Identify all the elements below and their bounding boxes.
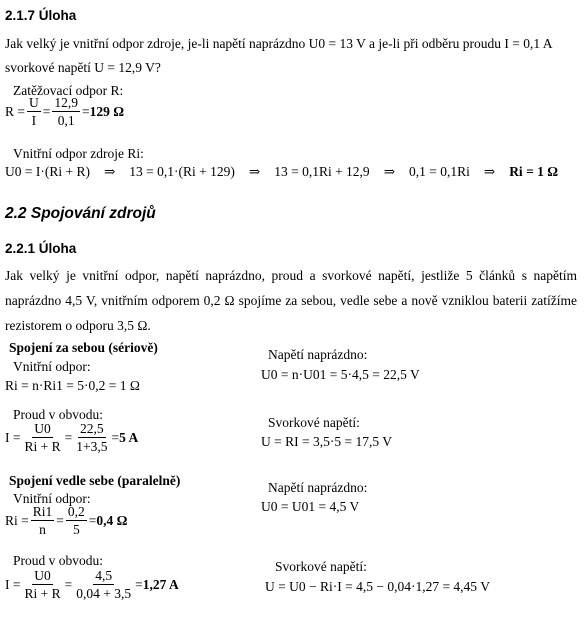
- problem-text-line-2: svorkové napětí U = 12,9 V?: [5, 60, 161, 75]
- eq-lhs: I =: [5, 577, 21, 593]
- series-u0-equation: U0 = n·U01 = 5·4,5 = 22,5 V: [261, 367, 420, 382]
- frac-numerator: 0,2: [66, 505, 87, 521]
- parallel-title: Spojení vedle sebe (paralelně): [9, 473, 181, 488]
- parallel-u0-equation: U0 = U01 = 4,5 V: [261, 499, 360, 514]
- eq-result: 5 A: [119, 430, 139, 446]
- frac-denominator: 0,04 + 3,5: [76, 586, 132, 602]
- heading-2-2: 2.2 Spojování zdrojů: [5, 205, 156, 222]
- eq-result: 0,4 Ω: [96, 513, 128, 529]
- parallel-u-label: Svorkové napětí:: [275, 559, 367, 574]
- series-current-equation: I = $\frac{U0}{Ri + R}$ = $\frac{22,5}{1+3,5}$ = 5 A: [5, 421, 139, 455]
- frac-denominator: 5: [72, 522, 80, 538]
- frac-numerator: 12,9: [52, 96, 80, 112]
- frac-numerator: 22,5: [78, 422, 106, 438]
- eq-result: 1,27 A: [142, 577, 179, 593]
- series-current-label: Proud v obvodu:: [13, 407, 104, 422]
- series-u0-label: Napětí naprázdno:: [268, 347, 368, 362]
- series-ri-label: Vnitřní odpor:: [13, 359, 91, 374]
- implies-arrow: ⇒: [248, 164, 261, 179]
- eq-step-1: U0 = I·(Ri + R): [5, 164, 90, 179]
- equation-load-resistance: R = $\frac{U}{I}$ = $\frac{12,9}{0,1}$ = 129 Ω: [5, 95, 125, 129]
- parallel-current-label: Proud v obvodu:: [13, 553, 104, 568]
- frac-denominator: n: [39, 522, 46, 538]
- equation-chain: [5, 165, 558, 179]
- series-title: Spojení za sebou (sériově): [9, 340, 158, 355]
- implies-arrow: ⇒: [383, 164, 395, 179]
- frac-numerator: Ri1: [31, 505, 55, 521]
- eq-step-5-result: Ri = 1 Ω: [509, 164, 559, 179]
- implies-arrow: ⇒: [103, 164, 116, 179]
- frac-numerator: U0: [32, 569, 53, 585]
- parallel-u-equation: U = U0 − Ri·I = 4,5 − 0,04·1,27 = 4,45 V: [265, 579, 490, 594]
- problem-text: Jak velký je vnitřní odpor, napětí naprázdno, proud a svorkové napětí, jestliže 5 článků s napětím naprázdno 4,5 V, vnitřním odporem 0,2 Ω spojíme za sebou, vedle sebe a nově vzniklou baterii zatížíme rezistorem o odporu 3,5 Ω.: [5, 268, 577, 333]
- frac-numerator: U0: [32, 422, 53, 438]
- eq-result: 129 Ω: [89, 104, 125, 120]
- eq-step-2: 13 = 0,1·(Ri + 129): [129, 164, 235, 179]
- eq-lhs: I =: [5, 430, 21, 446]
- parallel-u0-label: Napětí naprázdno:: [268, 480, 368, 495]
- frac-denominator: Ri + R: [24, 439, 61, 455]
- heading-2-1-7: 2.1.7 Úloha: [5, 8, 77, 23]
- frac-denominator: Ri + R: [24, 586, 61, 602]
- problem-text-line-1: Jak velký je vnitřní odpor zdroje, je-li napětí naprázdno U0 = 13 V a je-li při odběru proudu I = 0,1 A: [5, 36, 553, 51]
- heading-2-2-1: 2.2.1 Úloha: [5, 241, 77, 256]
- implies-arrow: ⇒: [483, 164, 496, 179]
- series-u-equation: U = RI = 3,5·5 = 17,5 V: [261, 434, 392, 449]
- frac-numerator: U: [27, 96, 41, 112]
- frac-denominator: 0,1: [57, 113, 75, 129]
- parallel-ri-label: Vnitřní odpor:: [13, 491, 91, 506]
- eq-step-3: 13 = 0,1Ri + 12,9: [274, 164, 370, 179]
- eq-lhs: Ri =: [5, 513, 29, 529]
- frac-numerator: 4,5: [93, 569, 114, 585]
- parallel-ri-equation: Ri = $\frac{Ri1}{n}$ = $\frac{0,2}{5}$ = 0,4 Ω: [5, 504, 128, 538]
- parallel-current-equation: I = $\frac{U0}{Ri + R}$ = $\frac{4,5}{0,04 + 3,5}$ = 1,27 A: [5, 568, 179, 602]
- series-u-label: Svorkové napětí:: [268, 415, 360, 430]
- frac-denominator: I: [31, 113, 37, 129]
- eq-lhs: R =: [5, 104, 25, 120]
- eq-step-4: 0,1 = 0,1Ri: [409, 164, 470, 179]
- frac-denominator: 1+3,5: [76, 439, 108, 455]
- series-ri-equation: Ri = n·Ri1 = 5·0,2 = 1 Ω: [5, 378, 140, 393]
- internal-resistance-label: Vnitřní odpor zdroje Ri:: [13, 146, 144, 161]
- load-resistance-label: Zatěžovací odpor R:: [13, 83, 124, 98]
